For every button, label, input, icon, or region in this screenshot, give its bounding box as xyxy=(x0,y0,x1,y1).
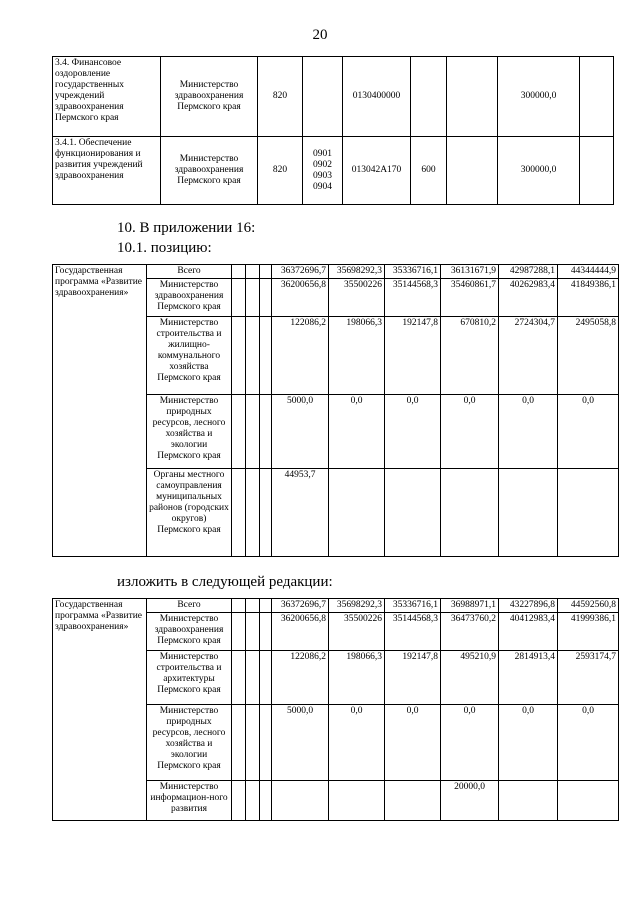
value-cell: 35698292,3 xyxy=(329,265,385,279)
value-cell xyxy=(329,781,385,821)
value-cell: 5000,0 xyxy=(272,395,329,469)
value-cell: 2724304,7 xyxy=(499,317,558,395)
value-cell xyxy=(499,781,558,821)
value-cell: 36372696,7 xyxy=(272,599,329,613)
row-label: Министерство природных ресурсов, лесного хозяйства и экологии Пермского края xyxy=(147,705,232,781)
item-name: 3.4. Финансовое оздоровление государственных учреждений здравоохранения Пермского края xyxy=(53,57,161,137)
row-label: Министерство информацион-ного развития xyxy=(147,781,232,821)
table-row xyxy=(53,265,619,279)
amount-cell: 300000,0 xyxy=(498,57,580,137)
row-label: Министерство природных ресурсов, лесного хозяйства и экологии Пермского края xyxy=(147,395,232,469)
value-cell: 192147,8 xyxy=(385,651,441,705)
value-cell: 36372696,7 xyxy=(272,265,329,279)
value-cell: 35144568,3 xyxy=(385,279,441,317)
value-cell: 0,0 xyxy=(329,705,385,781)
page-number: 20 xyxy=(312,27,328,43)
value-cell: 41849386,1 xyxy=(558,279,619,317)
value-cell: 2814913,4 xyxy=(499,651,558,705)
value-cell: 0,0 xyxy=(558,705,619,781)
amount-cell: 300000,0 xyxy=(498,137,580,205)
heading-position: 10.1. позицию: xyxy=(117,240,212,256)
code-cell: 820 xyxy=(258,137,303,205)
value-cell: 20000,0 xyxy=(441,781,499,821)
code-cell: 820 xyxy=(258,57,303,137)
value-cell: 122086,2 xyxy=(272,651,329,705)
table-row xyxy=(53,599,619,613)
value-cell: 192147,8 xyxy=(385,317,441,395)
ministry-cell: Министерство здравоохранения Пермского края xyxy=(161,57,258,137)
value-cell: 0,0 xyxy=(329,395,385,469)
value-cell: 35460861,7 xyxy=(441,279,499,317)
value-cell: 0,0 xyxy=(558,395,619,469)
row-label: Органы местного самоуправления муниципальных районов (городских округов) Пермского края xyxy=(147,469,232,557)
row-label: Министерство строительства и архитектуры Пермского края xyxy=(147,651,232,705)
row-label: Всего xyxy=(147,599,232,613)
value-cell: 0,0 xyxy=(385,705,441,781)
program-name: Государственная программа «Развитие здравоохранения» xyxy=(53,599,147,821)
section-cell xyxy=(303,57,343,137)
value-cell: 0,0 xyxy=(499,395,558,469)
value-cell: 36131671,9 xyxy=(441,265,499,279)
value-cell: 122086,2 xyxy=(272,317,329,395)
heading-new-edition: изложить в следующей редакции: xyxy=(117,574,333,590)
value-cell xyxy=(272,781,329,821)
empty-cell xyxy=(580,57,614,137)
value-cell xyxy=(441,469,499,557)
value-cell: 44953,7 xyxy=(272,469,329,557)
value-cell xyxy=(558,469,619,557)
value-cell: 670810,2 xyxy=(441,317,499,395)
table-row xyxy=(53,57,614,137)
value-cell: 2593174,7 xyxy=(558,651,619,705)
table-row xyxy=(53,137,614,205)
value-cell: 35336716,1 xyxy=(385,599,441,613)
program-table-old xyxy=(52,264,619,557)
value-cell: 35144568,3 xyxy=(385,613,441,651)
empty-cell xyxy=(447,137,498,205)
top-table xyxy=(52,56,614,205)
row-label: Всего xyxy=(147,265,232,279)
csr-cell: 0130400000 xyxy=(343,57,411,137)
value-cell: 40412983,4 xyxy=(499,613,558,651)
value-cell: 44344444,9 xyxy=(558,265,619,279)
ministry-cell: Министерство здравоохранения Пермского края xyxy=(161,137,258,205)
value-cell: 198066,3 xyxy=(329,651,385,705)
value-cell: 40262983,4 xyxy=(499,279,558,317)
value-cell: 36988971,1 xyxy=(441,599,499,613)
value-cell: 0,0 xyxy=(441,705,499,781)
item-name: 3.4.1. Обеспечение функционирования и развития учреждений здравоохранения xyxy=(53,137,161,205)
value-cell: 44592560,8 xyxy=(558,599,619,613)
program-table-new xyxy=(52,598,619,821)
value-cell: 42987288,1 xyxy=(499,265,558,279)
value-cell: 2495058,8 xyxy=(558,317,619,395)
value-cell xyxy=(385,469,441,557)
value-cell: 495210,9 xyxy=(441,651,499,705)
row-label: Министерство здравоохранения Пермского края xyxy=(147,613,232,651)
value-cell: 43227896,8 xyxy=(499,599,558,613)
value-cell: 0,0 xyxy=(441,395,499,469)
heading-appendix: 10. В приложении 16: xyxy=(117,220,256,236)
value-cell: 5000,0 xyxy=(272,705,329,781)
value-cell xyxy=(558,781,619,821)
empty-cell xyxy=(580,137,614,205)
row-label: Министерство строительства и жилищно-коммунального хозяйства Пермского края xyxy=(147,317,232,395)
value-cell: 36200656,8 xyxy=(272,279,329,317)
value-cell: 0,0 xyxy=(499,705,558,781)
value-cell xyxy=(329,469,385,557)
value-cell: 35500226 xyxy=(329,279,385,317)
vr-cell xyxy=(411,57,447,137)
value-cell: 36473760,2 xyxy=(441,613,499,651)
vr-cell: 600 xyxy=(411,137,447,205)
empty-cell xyxy=(447,57,498,137)
value-cell: 35336716,1 xyxy=(385,265,441,279)
row-label: Министерство здравоохранения Пермского края xyxy=(147,279,232,317)
section-cell: 0901 0902 0903 0904 xyxy=(303,137,343,205)
value-cell: 41999386,1 xyxy=(558,613,619,651)
program-name: Государственная программа «Развитие здравоохранения» xyxy=(53,265,147,557)
value-cell: 0,0 xyxy=(385,395,441,469)
csr-cell: 013042А170 xyxy=(343,137,411,205)
value-cell: 36200656,8 xyxy=(272,613,329,651)
value-cell xyxy=(499,469,558,557)
value-cell: 35500226 xyxy=(329,613,385,651)
value-cell: 35698292,3 xyxy=(329,599,385,613)
value-cell: 198066,3 xyxy=(329,317,385,395)
value-cell xyxy=(385,781,441,821)
